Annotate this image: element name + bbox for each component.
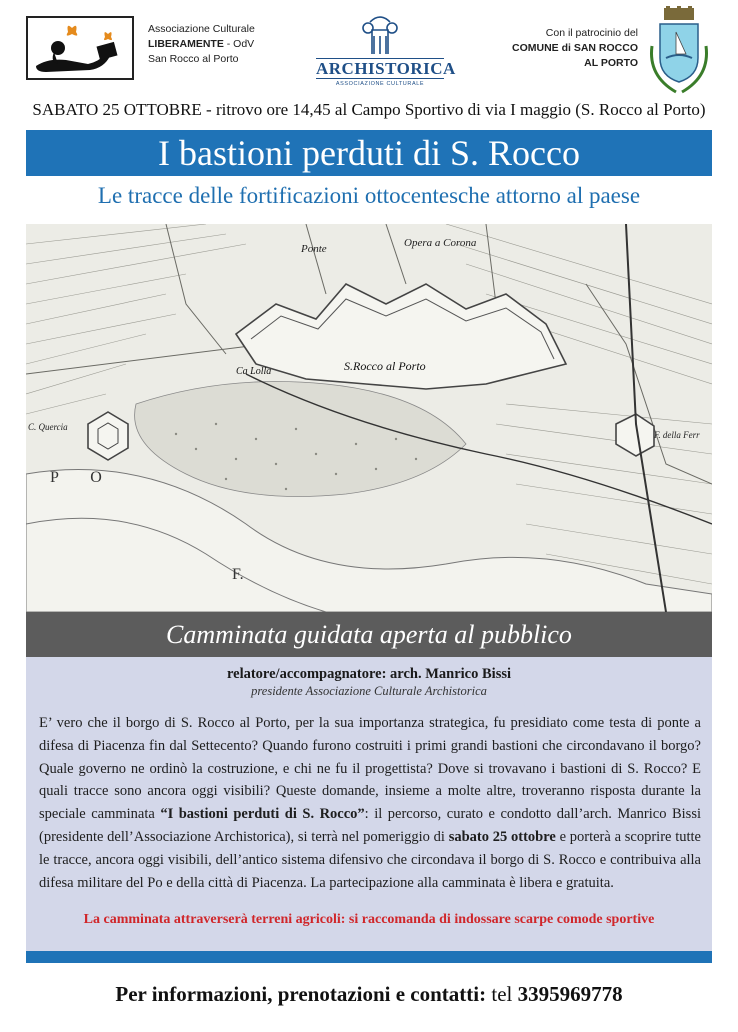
map-label-town: S.Rocco al Porto: [344, 359, 426, 373]
description-date: sabato 25 ottobre: [448, 828, 556, 845]
bottom-band: [26, 951, 712, 963]
patronage-line2: COMUNE di SAN ROCCO: [512, 42, 638, 54]
archistorica-name: ARCHISTORICA: [316, 59, 456, 78]
tel-prefix: tel: [491, 982, 518, 1006]
contacts-label: Per informazioni, prenotazioni e contatti:: [115, 982, 492, 1006]
walk-label: Camminata guidata aperta al pubblico: [166, 620, 572, 649]
description-part2: : il percorso, curato e condotto dall’arch. Manrico Bissi (presidente dell’Associazione Archistorica), si terrà nel pomeriggio di: [39, 806, 701, 845]
coat-of-arms-icon: [646, 6, 712, 98]
patronage-line3: AL PORTO: [584, 57, 638, 69]
patronage-line1: Con il patrocinio del: [545, 27, 638, 39]
description-paragraph: [39, 712, 701, 894]
description-part1: E’ vero che il borgo di S. Rocco al Porto, per la sua importanza strategica, fu presidiato come testa di ponte a difesa di Piacenza fin dal Settecento? Quando furono costruiti i primi grandi bastioni che circondavano il borgo? Quale governo ne ordinò la costruzione, e chi ne fu il progettista? Dove si trovavano i bastioni di S. Rocco? E quali tracce sono ancora oggi visibili? Queste domande, insieme a molte altre, troveranno risposta durante la speciale camminata: [39, 715, 701, 823]
municipal-crest: [646, 6, 712, 98]
reading-figure-butterflies-icon: [28, 18, 132, 78]
contacts-line: [0, 982, 738, 1007]
historical-map: [26, 224, 712, 612]
speaker-line: relatore/accompagnatore: arch. Manrico Bissi: [226, 666, 512, 682]
map-label-f: F.: [232, 566, 244, 583]
archistorica-logo: [312, 14, 456, 87]
organizer-line1: Associazione Culturale: [148, 23, 255, 35]
event-title: I bastioni perduti di S. Rocco: [158, 133, 580, 173]
map-label-opera: Opera a Corona: [404, 237, 477, 249]
ionic-capital-icon: [312, 14, 448, 58]
patronage-text: [478, 26, 638, 71]
map-label-quercia: C. Quercia: [28, 422, 68, 432]
organizer-name: LIBERAMENTE: [148, 38, 224, 50]
event-date-line: SABATO 25 OTTOBRE - ritrovo ore 14,45 al Campo Sportivo di via I maggio (S. Rocco al Porto): [32, 100, 706, 119]
archistorica-subtitle: ASSOCIAZIONE CULTURALE: [335, 81, 425, 87]
organizer-location: San Rocco al Porto: [148, 53, 239, 65]
description-title-ref: “I bastioni perduti di S. Rocco”: [160, 806, 365, 823]
map-label-ferr: F. della Ferr: [654, 430, 700, 440]
map-label-po: P O: [50, 469, 116, 486]
footwear-warning: La camminata attraverserà terreni agricoli: si raccomanda di indossare scarpe comode sportive: [83, 912, 655, 927]
speaker-role: presidente Associazione Culturale Archistorica: [251, 684, 487, 698]
phone-number[interactable]: 3395969778: [517, 982, 623, 1006]
organizer-name-suffix: - OdV: [223, 38, 255, 50]
event-subtitle: Le tracce delle fortificazioni ottocentesche attorno al paese: [97, 183, 641, 208]
liberamente-logo: [26, 16, 134, 80]
map-label-ca-lolla: Ca Lolla: [236, 366, 272, 377]
fortification-map-illustration: [26, 224, 712, 612]
organizer-text: [148, 22, 318, 67]
description-part3: e porterà a scoprire tutte le tracce, ancora oggi visibili, dell’antico sistema difensivo che circondava il borgo di S. Rocco e contribuiva alla difesa militare del Po e della città di Piacenza. La partecipazione alla camminata è libera e gratuita.: [39, 828, 701, 891]
map-label-ponte: Ponte: [301, 243, 327, 255]
